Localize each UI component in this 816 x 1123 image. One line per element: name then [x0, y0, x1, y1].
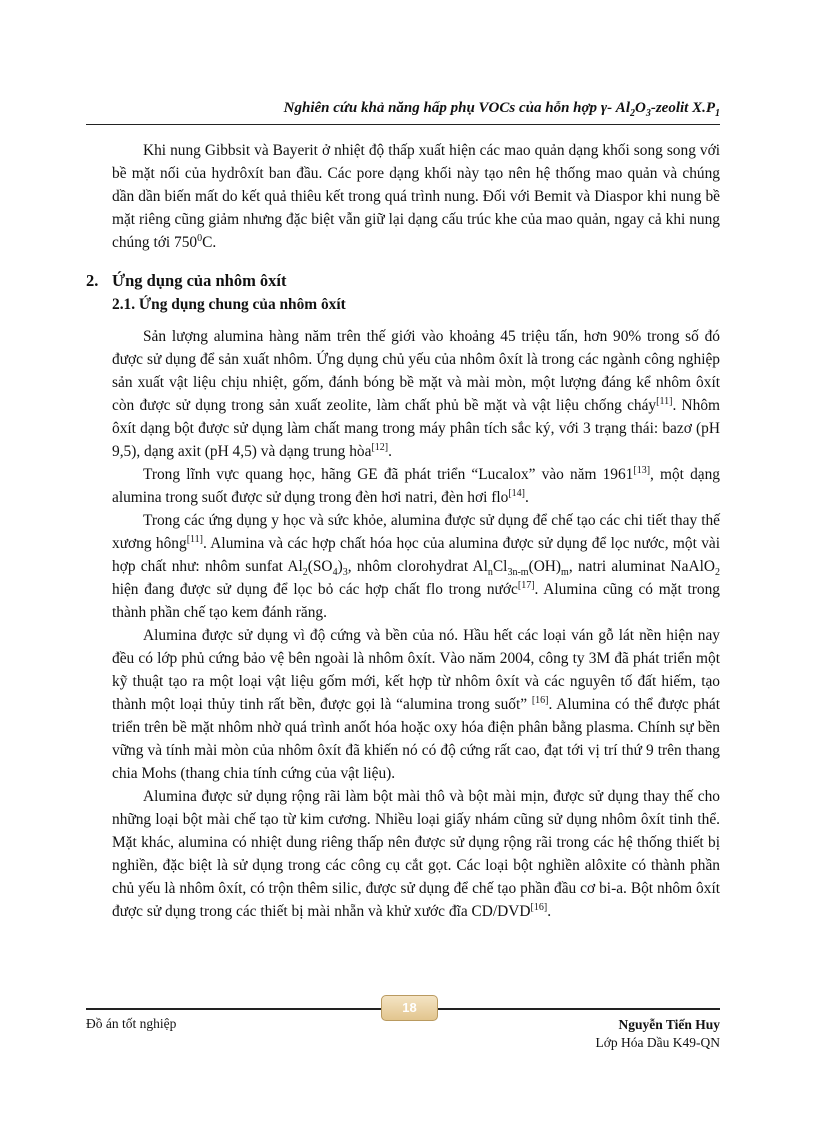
p4-ref-2: [17]: [517, 579, 535, 591]
paragraph-gibbsit: [112, 139, 720, 254]
p4-text-g: (OH): [528, 558, 562, 575]
footer-right-block: [596, 1016, 721, 1052]
p6-ref-1: [16]: [530, 901, 548, 913]
paragraph-hardness: [112, 624, 720, 785]
p2-ref-1: [11]: [656, 395, 673, 407]
p4-sub-7: 2: [715, 567, 720, 579]
p5-text-a: Alumina được sử dụng vì độ cứng và bền của nó. Hầu hết các loại ván gỗ lát nền hiện nay đều có lớp phủ cứng bảo vệ bên ngoài là nhôm ôxít. Vào năm 2004, công ty 3M đã phát triển một kỹ thuật tạo ra một loại vật liệu gốm mới, kết hợp từ nhôm ôxít và các nguyên tố đất hiếm, tạo thành một loại thủy tinh rất bền, được gọi là “alumina trong suốt”: [112, 627, 720, 713]
p4-sub-5: 3n-m: [507, 567, 529, 579]
page-body: [86, 139, 721, 923]
p4-text-c: (SO: [307, 558, 333, 575]
header-rule: [86, 124, 720, 125]
paragraph-production: [112, 325, 720, 463]
p4-text-f: Cl: [492, 558, 508, 575]
paragraph-medical: [112, 509, 720, 624]
section-heading-2: [86, 269, 720, 293]
header-sub-3: 3: [645, 108, 651, 119]
p3-text-a: Trong lĩnh vực quang học, hãng GE đã phát triển “Lucalox” vào năm 1961: [143, 466, 634, 483]
p4-text-a: Trong các ứng dụng y học và sức khỏe, alumina được sử dụng để chế tạo các chi tiết thay thế xương hông: [112, 512, 720, 552]
p4-text-e: , nhôm clorohydrat Al: [347, 558, 488, 575]
p5-ref-1: [16]: [531, 694, 549, 706]
section-heading-2-1: 2.1. Ứng dụng chung của nhôm ôxít: [112, 296, 346, 313]
paragraph-optics: [112, 463, 720, 509]
p4-text-b: . Alumina và các hợp chất hóa học của alumina được sử dụng để lọc nước, một vài hợp chất như: nhôm sunfat Al: [112, 535, 721, 575]
p4-text-j: . Alumina cũng có mặt trong thành phần chế tạo kem đánh răng.: [112, 581, 720, 621]
p1-text-a: Khi nung Gibbsit và Bayerit ở nhiệt độ thấp xuất hiện các mao quản dạng khối song song với bề mặt nối của hydrôxít ban đầu. Các pore dạng khối này tạo nên hệ thống mao quản và chúng dần dần biến mất do kết quả thiêu kết trong quá trình nung. Đối với Bemit và Diaspor khi nung bề mặt riêng cũng giảm nhưng đặc biệt vẫn giữ lại dạng cấu trúc khe của mao quản, ngay cả khi nung chúng tới 750: [112, 142, 720, 251]
section-2-title: Ứng dụng của nhôm ôxít: [112, 271, 287, 290]
p4-sub-3: 3: [342, 567, 348, 579]
p4-text-i: hiện đang được sử dụng để lọc bỏ các hợp chất flo trong nước: [112, 581, 518, 598]
p3-text-c: .: [524, 489, 529, 506]
p5-text-b: . Alumina có thể được phát triển trên bề mặt nhôm nhờ quá trình anốt hóa hoặc oxy hóa điện phân bằng plasma. Chính sự bền vững và tính mài mòn của nhôm ôxít đã khiến nó có độ cứng rất cao, đạt tới vị trí thứ 9 trên thang chia Mohs (thang chia tính cứng của vật liệu).: [112, 696, 720, 782]
p1-degree-sup: 0: [197, 232, 203, 244]
header-o: O: [634, 100, 646, 116]
p4-text-h: , natri aluminat NaAlO: [568, 558, 715, 575]
header-sub-2: 2: [629, 108, 635, 119]
p3-ref-2: [14]: [508, 487, 525, 499]
p4-text-d: ): [337, 558, 343, 575]
p4-ref-1: [11]: [186, 533, 203, 545]
page-number-badge: 18: [381, 995, 438, 1021]
header-title-suffix: -zeolit X.P: [650, 100, 715, 116]
p6-text-b: .: [547, 903, 552, 920]
header-sub-1: 1: [715, 108, 720, 119]
p4-sub-2: 4: [332, 567, 338, 579]
section-2-number: 2.: [86, 271, 99, 290]
footer-left-text: Đồ án tốt nghiệp: [86, 1016, 177, 1031]
p2-ref-2: [12]: [371, 441, 389, 453]
p4-sub-1: 2: [302, 567, 308, 579]
p3-text-b: , một dạng alumina trong suốt được sử dụng trong đèn hơi natri, đèn hơi flo: [112, 466, 720, 506]
p3-ref-1: [13]: [633, 464, 651, 476]
header-title-prefix: Nghiên cứu khả năng hấp phụ VOCs của hỗn hợp: [283, 100, 601, 116]
p1-text-b: C.: [202, 234, 217, 251]
header-gamma: γ: [600, 100, 608, 116]
p2-text-b: . Nhôm ôxít dạng bột được sử dụng làm chất mang trong máy phân tích sắc ký, với 3 trạng thái: bazơ (pH 9,5), dạng axit (pH 4,5) và dạng trung hòa: [112, 397, 720, 460]
p6-text-a: Alumina được sử dụng rộng rãi làm bột mài thô và bột mài mịn, được sử dụng thay thế cho những loại bột mài chế tạo từ kim cương. Nhiều loại giấy nhám cũng sử dụng nhôm ôxít tinh thể. Mặt khác, alumina có nhiệt dung riêng thấp nên được sử dụng rộng rãi trong các hệ thống thiết bị nghiền, đặc biệt là sử dụng trong các công cụ cắt gọt. Các loại bột nghiền alôxite có thành phần chủ yếu là nhôm ôxít, có trộn thêm silic, được sử dụng để chế tạo phần đầu cơ bi-a. Bột nhôm ôxít được sử dụng trong các thiết bị mài nhẵn và khử xước đĩa CD/DVD: [112, 788, 720, 920]
p4-sub-4: n: [487, 567, 493, 579]
header-title-mid: - Al: [607, 100, 630, 116]
footer-author: Nguyễn Tiến Huy: [618, 1017, 720, 1032]
p2-text-a: Sản lượng alumina hàng năm trên thế giới vào khoảng 45 triệu tấn, hơn 90% trong số đó được sử dụng để sản xuất nhôm. Ứng dụng chủ yếu của nhôm ôxít là trong các ngành công nghiệp sản xuất vật liệu chịu nhiệt, gốm, đánh bóng bề mặt và mài mòn, một lượng đáng kể nhôm ôxít còn được sử dụng trong sản xuất zeolite, làm chất phủ bề mặt và vật liệu chống cháy: [112, 328, 720, 414]
footer-class: Lớp Hóa Dầu K49-QN: [595, 1035, 720, 1050]
p4-sub-6: m: [561, 567, 569, 579]
p2-text-c: .: [388, 443, 392, 460]
paragraph-abrasive: [112, 785, 720, 923]
running-header: [86, 100, 720, 122]
